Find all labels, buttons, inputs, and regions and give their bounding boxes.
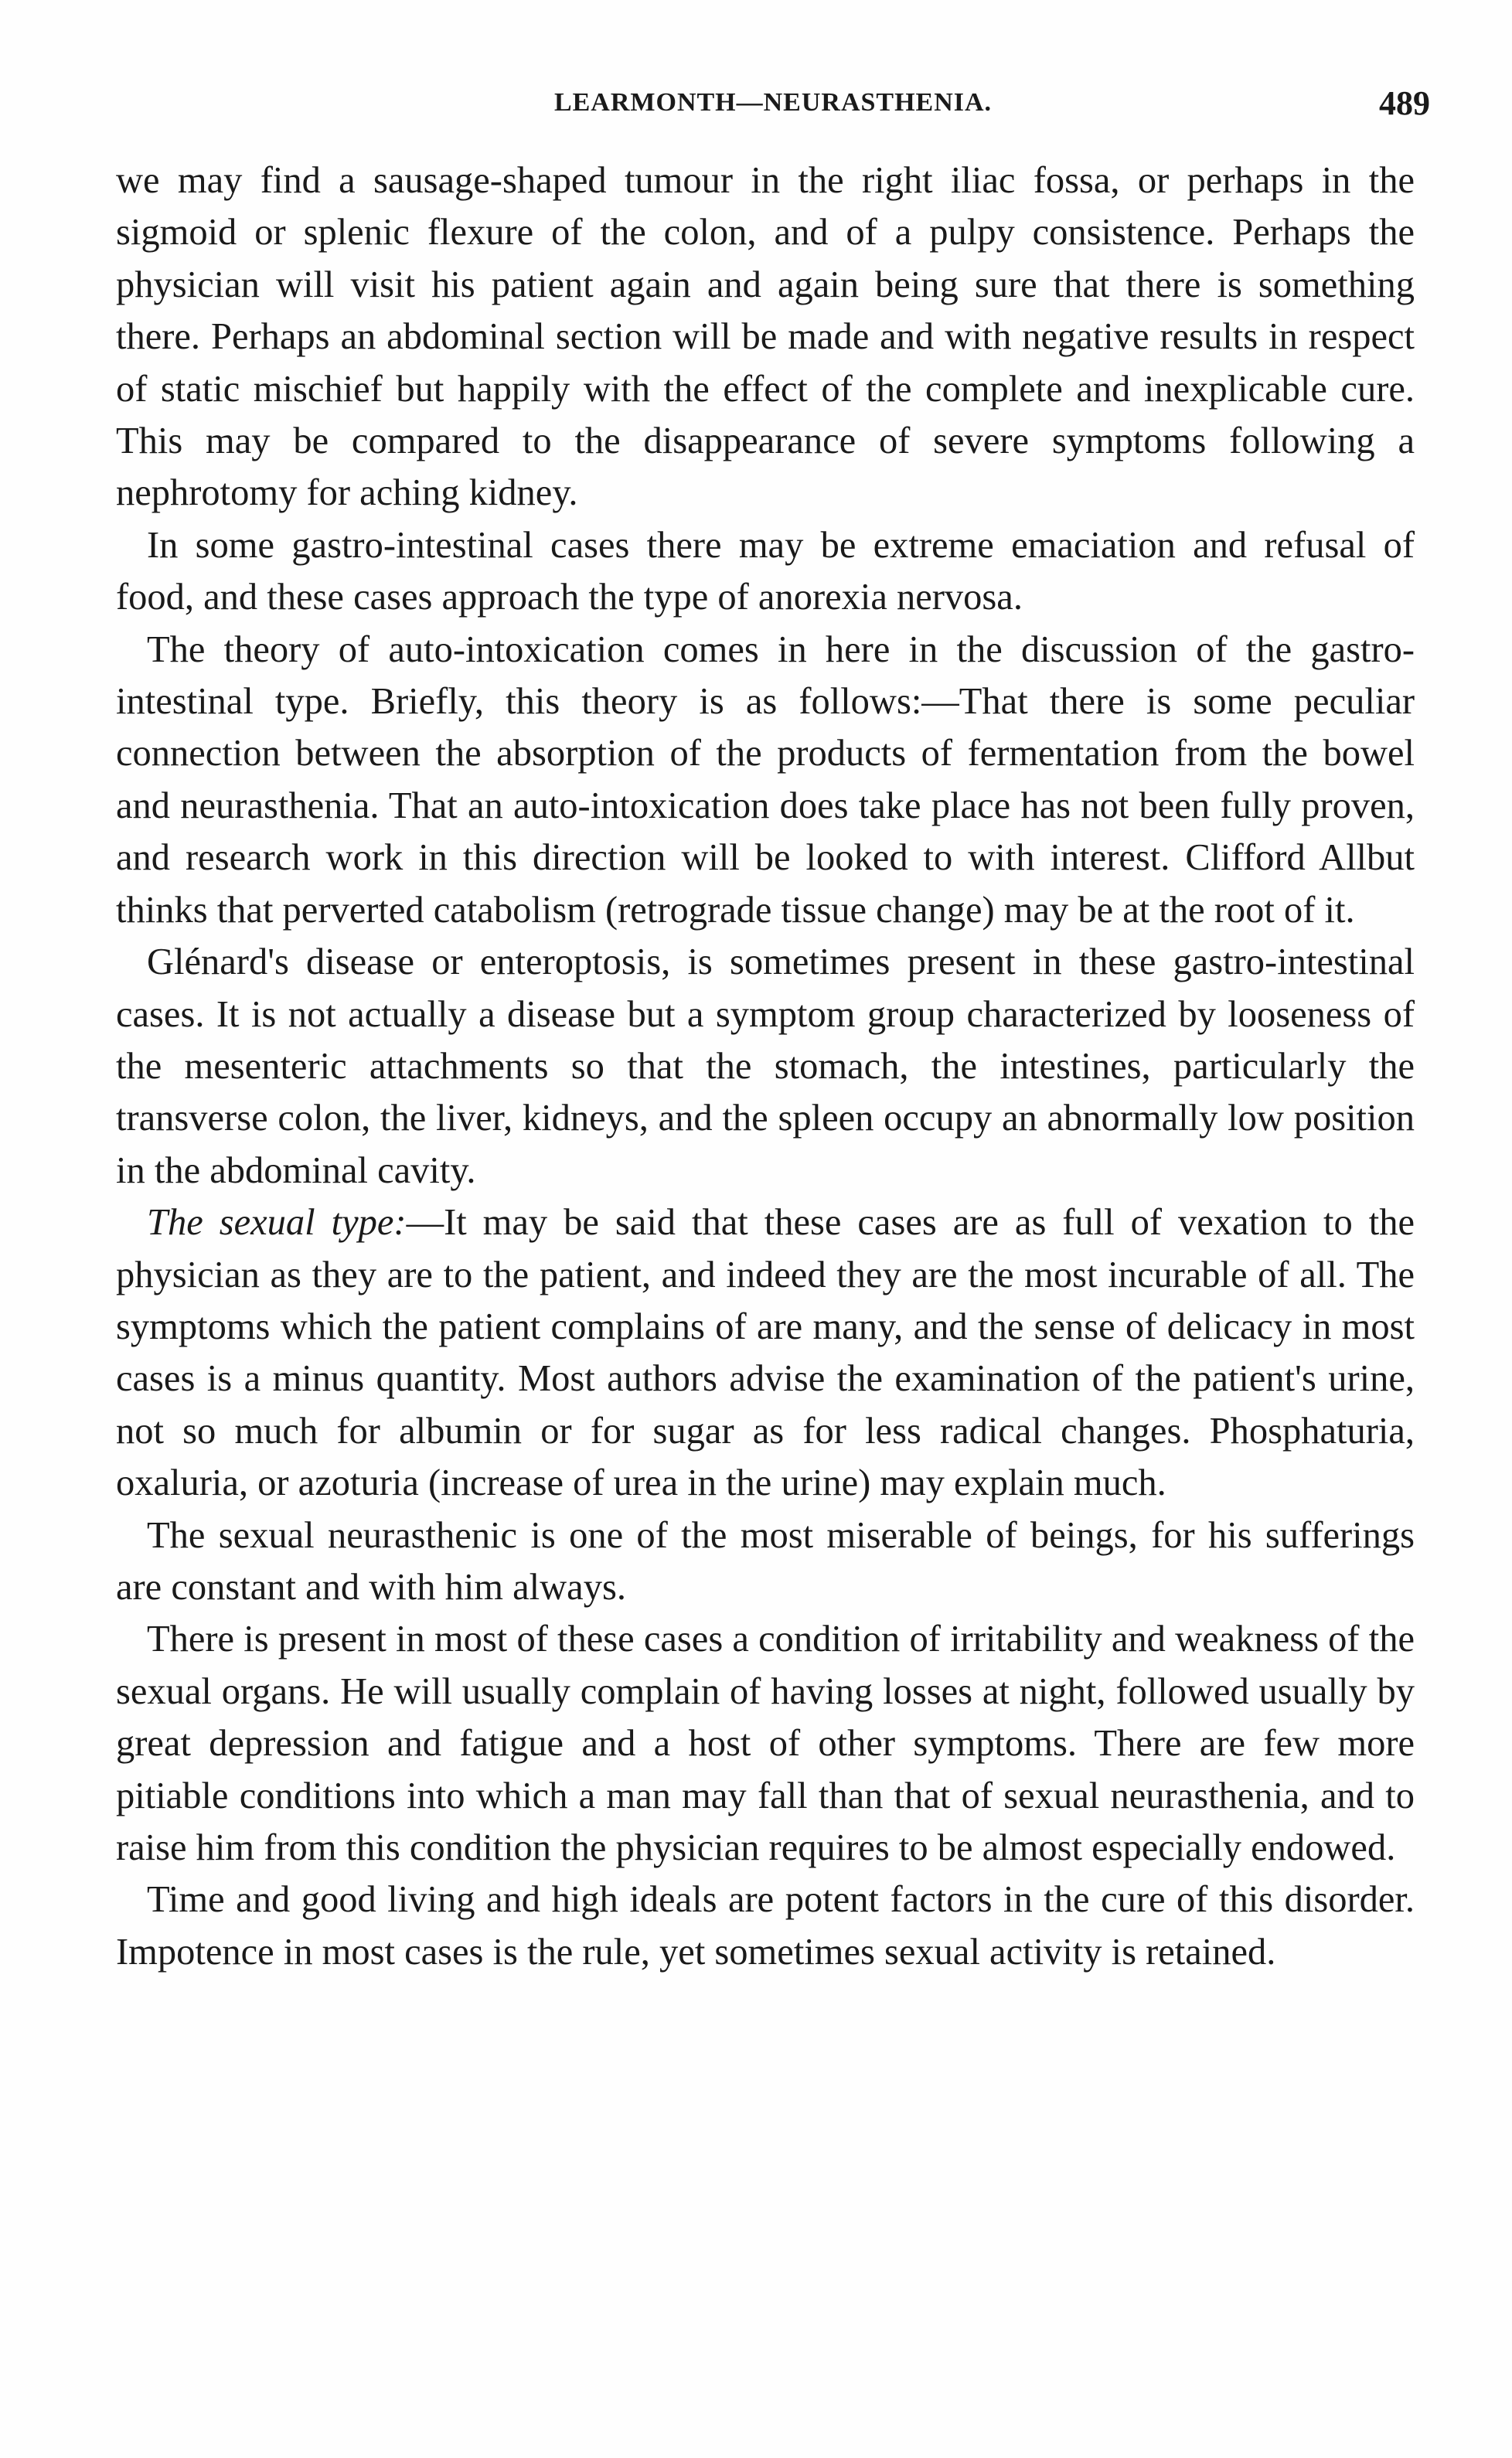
paragraph (116, 519, 1415, 624)
running-head: LEARMONTH—NEURASTHENIA. (553, 88, 993, 117)
paragraph (116, 1510, 1415, 1614)
paragraph-text: —It may be said that these cases are as full of vexation to the physician as they are to the patient, and indeed they are the most incurable of all. The symptoms which the patient complains of are many, and the sense of delicacy in most cases is a minus quantity. Most authors advise the examination of the patient's urine, not so much for albumin or for sugar as for less radical changes. Phosphaturia, oxaluria, or azoturia (increase of urea in the urine) may explain much. (116, 1202, 1415, 1504)
paragraph-text: The theory of auto-intoxication comes in here in the discussion of the gastro-intestinal type. Briefly, this theory is as follows:—That there is some peculiar connection between the absorption of the products of fermentation from the bowel and neurasthenia. That an auto-intoxication does take place has not been fully proven, and research work in this direction will be looked to with interest. Clifford Allbut thinks that perverted catabolism (retrograde tissue change) may be at the root of it. (116, 628, 1415, 931)
paragraph (116, 155, 1415, 519)
paragraph (116, 624, 1415, 936)
body-text (116, 155, 1415, 1978)
paragraph-text: In some gastro-intestinal cases there may be extreme emaciation and refusal of food, and these cases approach the type of anorexia nervosa. (116, 524, 1415, 618)
paragraph-text: There is present in most of these cases a condition of irritability and weakness of the sexual organs. He will usually complain of having losses at night, followed usually by great depression and fatigue and a host of other symptoms. There are few more pitiable conditions into which a man may fall than that of sexual neurasthenia, and to raise him from this condition the physician requires to be almost especially endowed. (116, 1619, 1415, 1868)
paragraph-text: Time and good living and high ideals are potent factors in the cure of this disorder. Impotence in most cases is the rule, yet sometimes sexual activity is retained. (116, 1879, 1415, 1973)
page-number: 489 (1379, 84, 1430, 122)
paragraph-text: we may find a sausage-shaped tumour in the right iliac fossa, or perhaps in the sigmoid or splenic flexure of the colon, and of a pulpy consistence. Perhaps the physician will visit his patient again and again being sure that there is something there. Perhaps an abdominal section will be made and with negative results in respect of static mischief but happily with the effect of the complete and inexplicable cure. This may be compared to the disappearance of severe symptoms following a nephrotomy for aching kidney. (116, 160, 1415, 514)
paragraph-text: The sexual neurasthenic is one of the most miserable of beings, for his sufferings are constant and with him always. (116, 1514, 1415, 1608)
paragraph-text: Glénard's disease or enteroptosis, is sometimes present in these gastro-intestinal cases. It is not actually a disease but a symptom group characterized by looseness of the mesenteric attachments so that the stomach, the intestines, particularly the transverse colon, the liver, kidneys, and the spleen occupy an abnormally low position in the abdominal cavity. (116, 941, 1415, 1191)
paragraph (116, 1613, 1415, 1874)
paragraph (116, 1197, 1415, 1509)
paragraph (116, 1874, 1415, 1978)
paragraph (116, 936, 1415, 1197)
section-heading-sexual-type: The sexual type: (147, 1202, 407, 1244)
page-header (116, 83, 1430, 130)
